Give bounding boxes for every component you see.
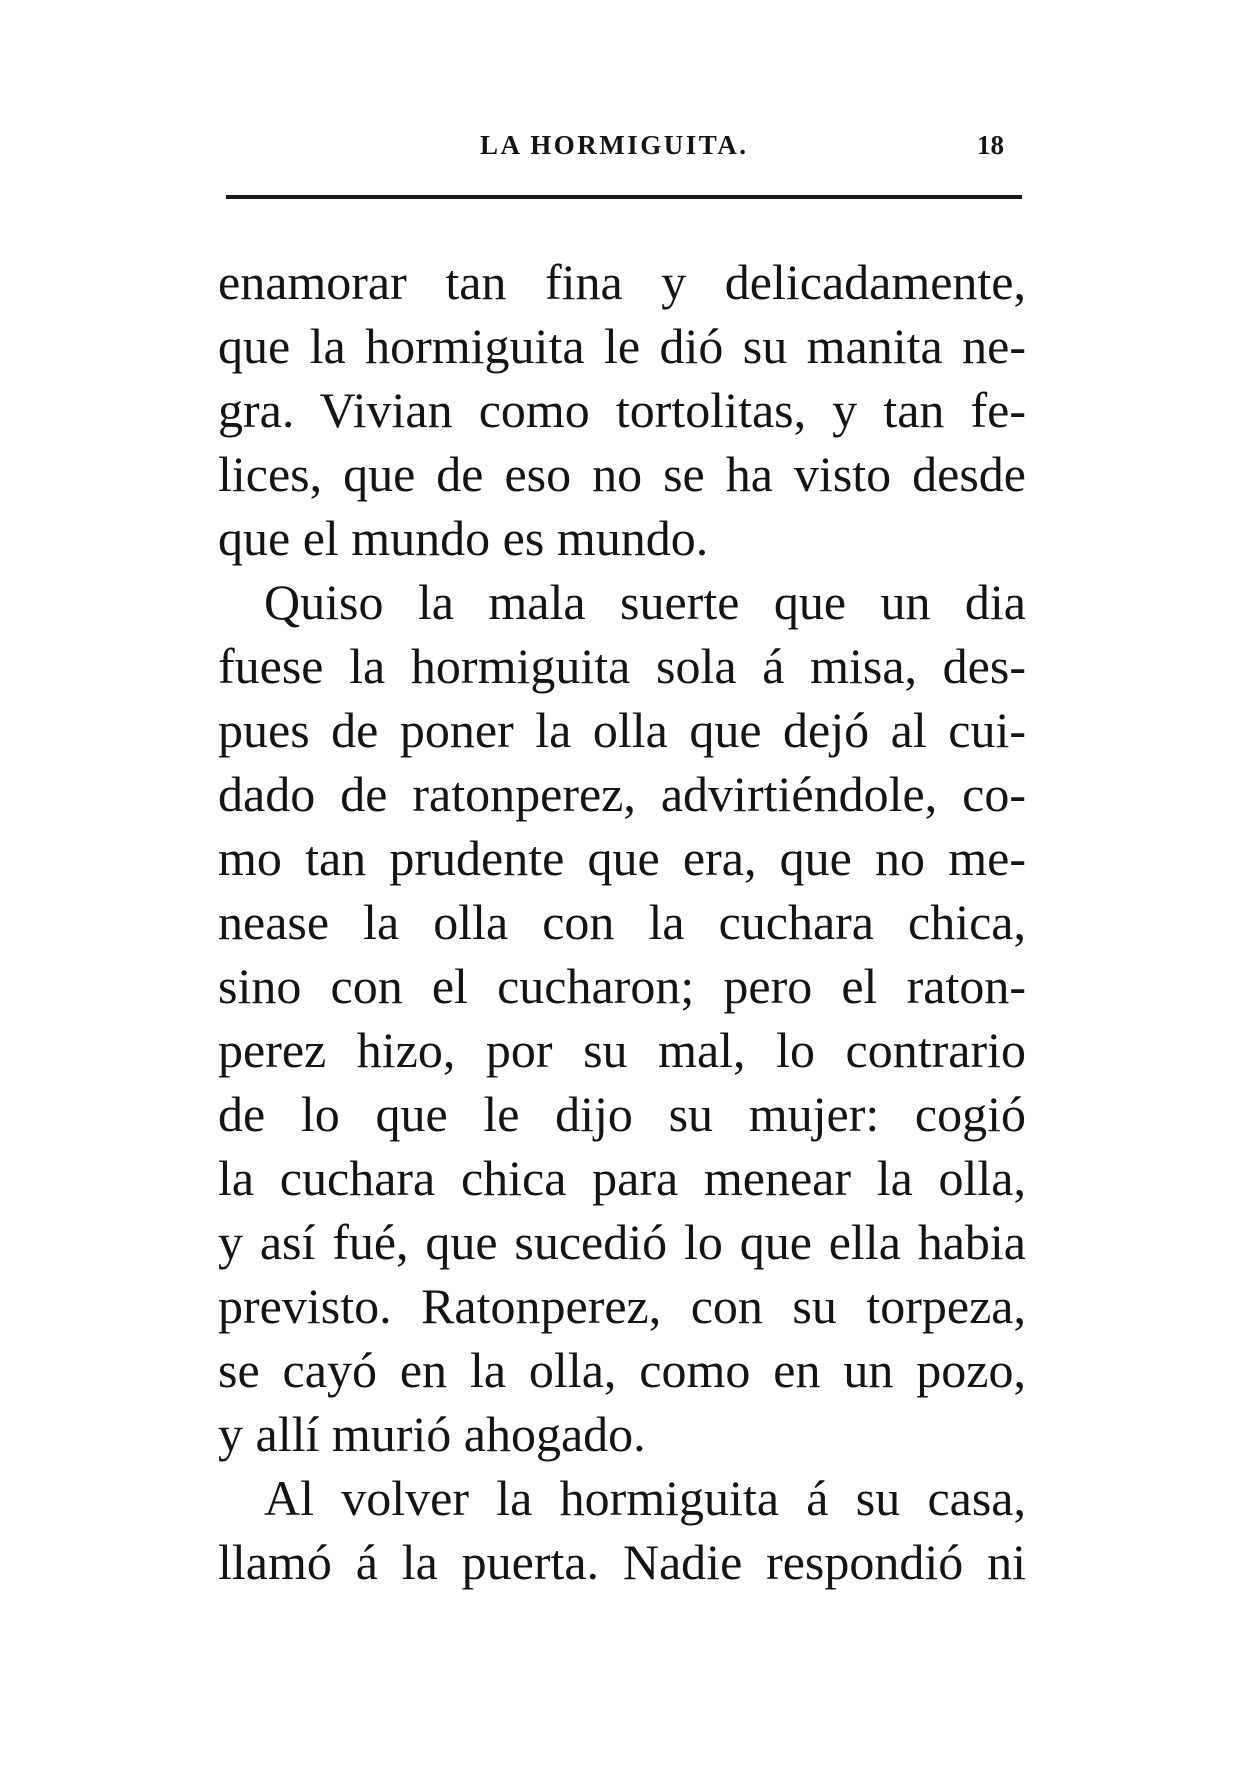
text-line: y así fué, que sucedió lo que ella habia [218, 1214, 1026, 1270]
body-text [218, 250, 1026, 1594]
text-line: Quiso la mala suerte que un dia [264, 574, 1026, 630]
text-line: dado de ratonperez, advirtiéndole, co- [218, 766, 1026, 822]
text-line: que la hormiguita le dió su manita ne- [218, 318, 1026, 374]
paragraph-3 [218, 1466, 1026, 1594]
page-number: 18 [977, 130, 1004, 160]
text-line: gra. Vivian como tortolitas, y tan fe- [218, 382, 1026, 438]
header-rule [226, 195, 1022, 199]
text-line: y allí murió ahogado. [218, 1406, 646, 1462]
page-header [226, 122, 1016, 162]
text-line: pues de poner la olla que dejó al cui- [218, 702, 1026, 758]
text-line: sino con el cucharon; pero el raton- [218, 958, 1026, 1014]
text-line: lices, que de eso no se ha visto desde [218, 446, 1026, 502]
text-line: previsto. Ratonperez, con su torpeza, [218, 1278, 1026, 1334]
paragraph-2 [218, 570, 1026, 1466]
text-line: la cuchara chica para menear la olla, [218, 1150, 1026, 1206]
text-line: perez hizo, por su mal, lo contrario [218, 1022, 1026, 1078]
text-line: llamó á la puerta. Nadie respondió ni [218, 1534, 1026, 1590]
text-line: Al volver la hormiguita á su casa, [264, 1470, 1026, 1526]
text-line: que el mundo es mundo. [218, 510, 709, 566]
running-title: LA HORMIGUITA. [480, 130, 749, 160]
text-line: mo tan prudente que era, que no me- [218, 830, 1026, 886]
text-line: enamorar tan fina y delicadamente, [218, 254, 1026, 310]
text-line: nease la olla con la cuchara chica, [218, 894, 1026, 950]
text-line: de lo que le dijo su mujer: cogió [218, 1086, 1026, 1142]
text-line: fuese la hormiguita sola á misa, des- [218, 638, 1026, 694]
text-line: se cayó en la olla, como en un pozo, [218, 1342, 1026, 1398]
paragraph-1 [218, 250, 1026, 570]
